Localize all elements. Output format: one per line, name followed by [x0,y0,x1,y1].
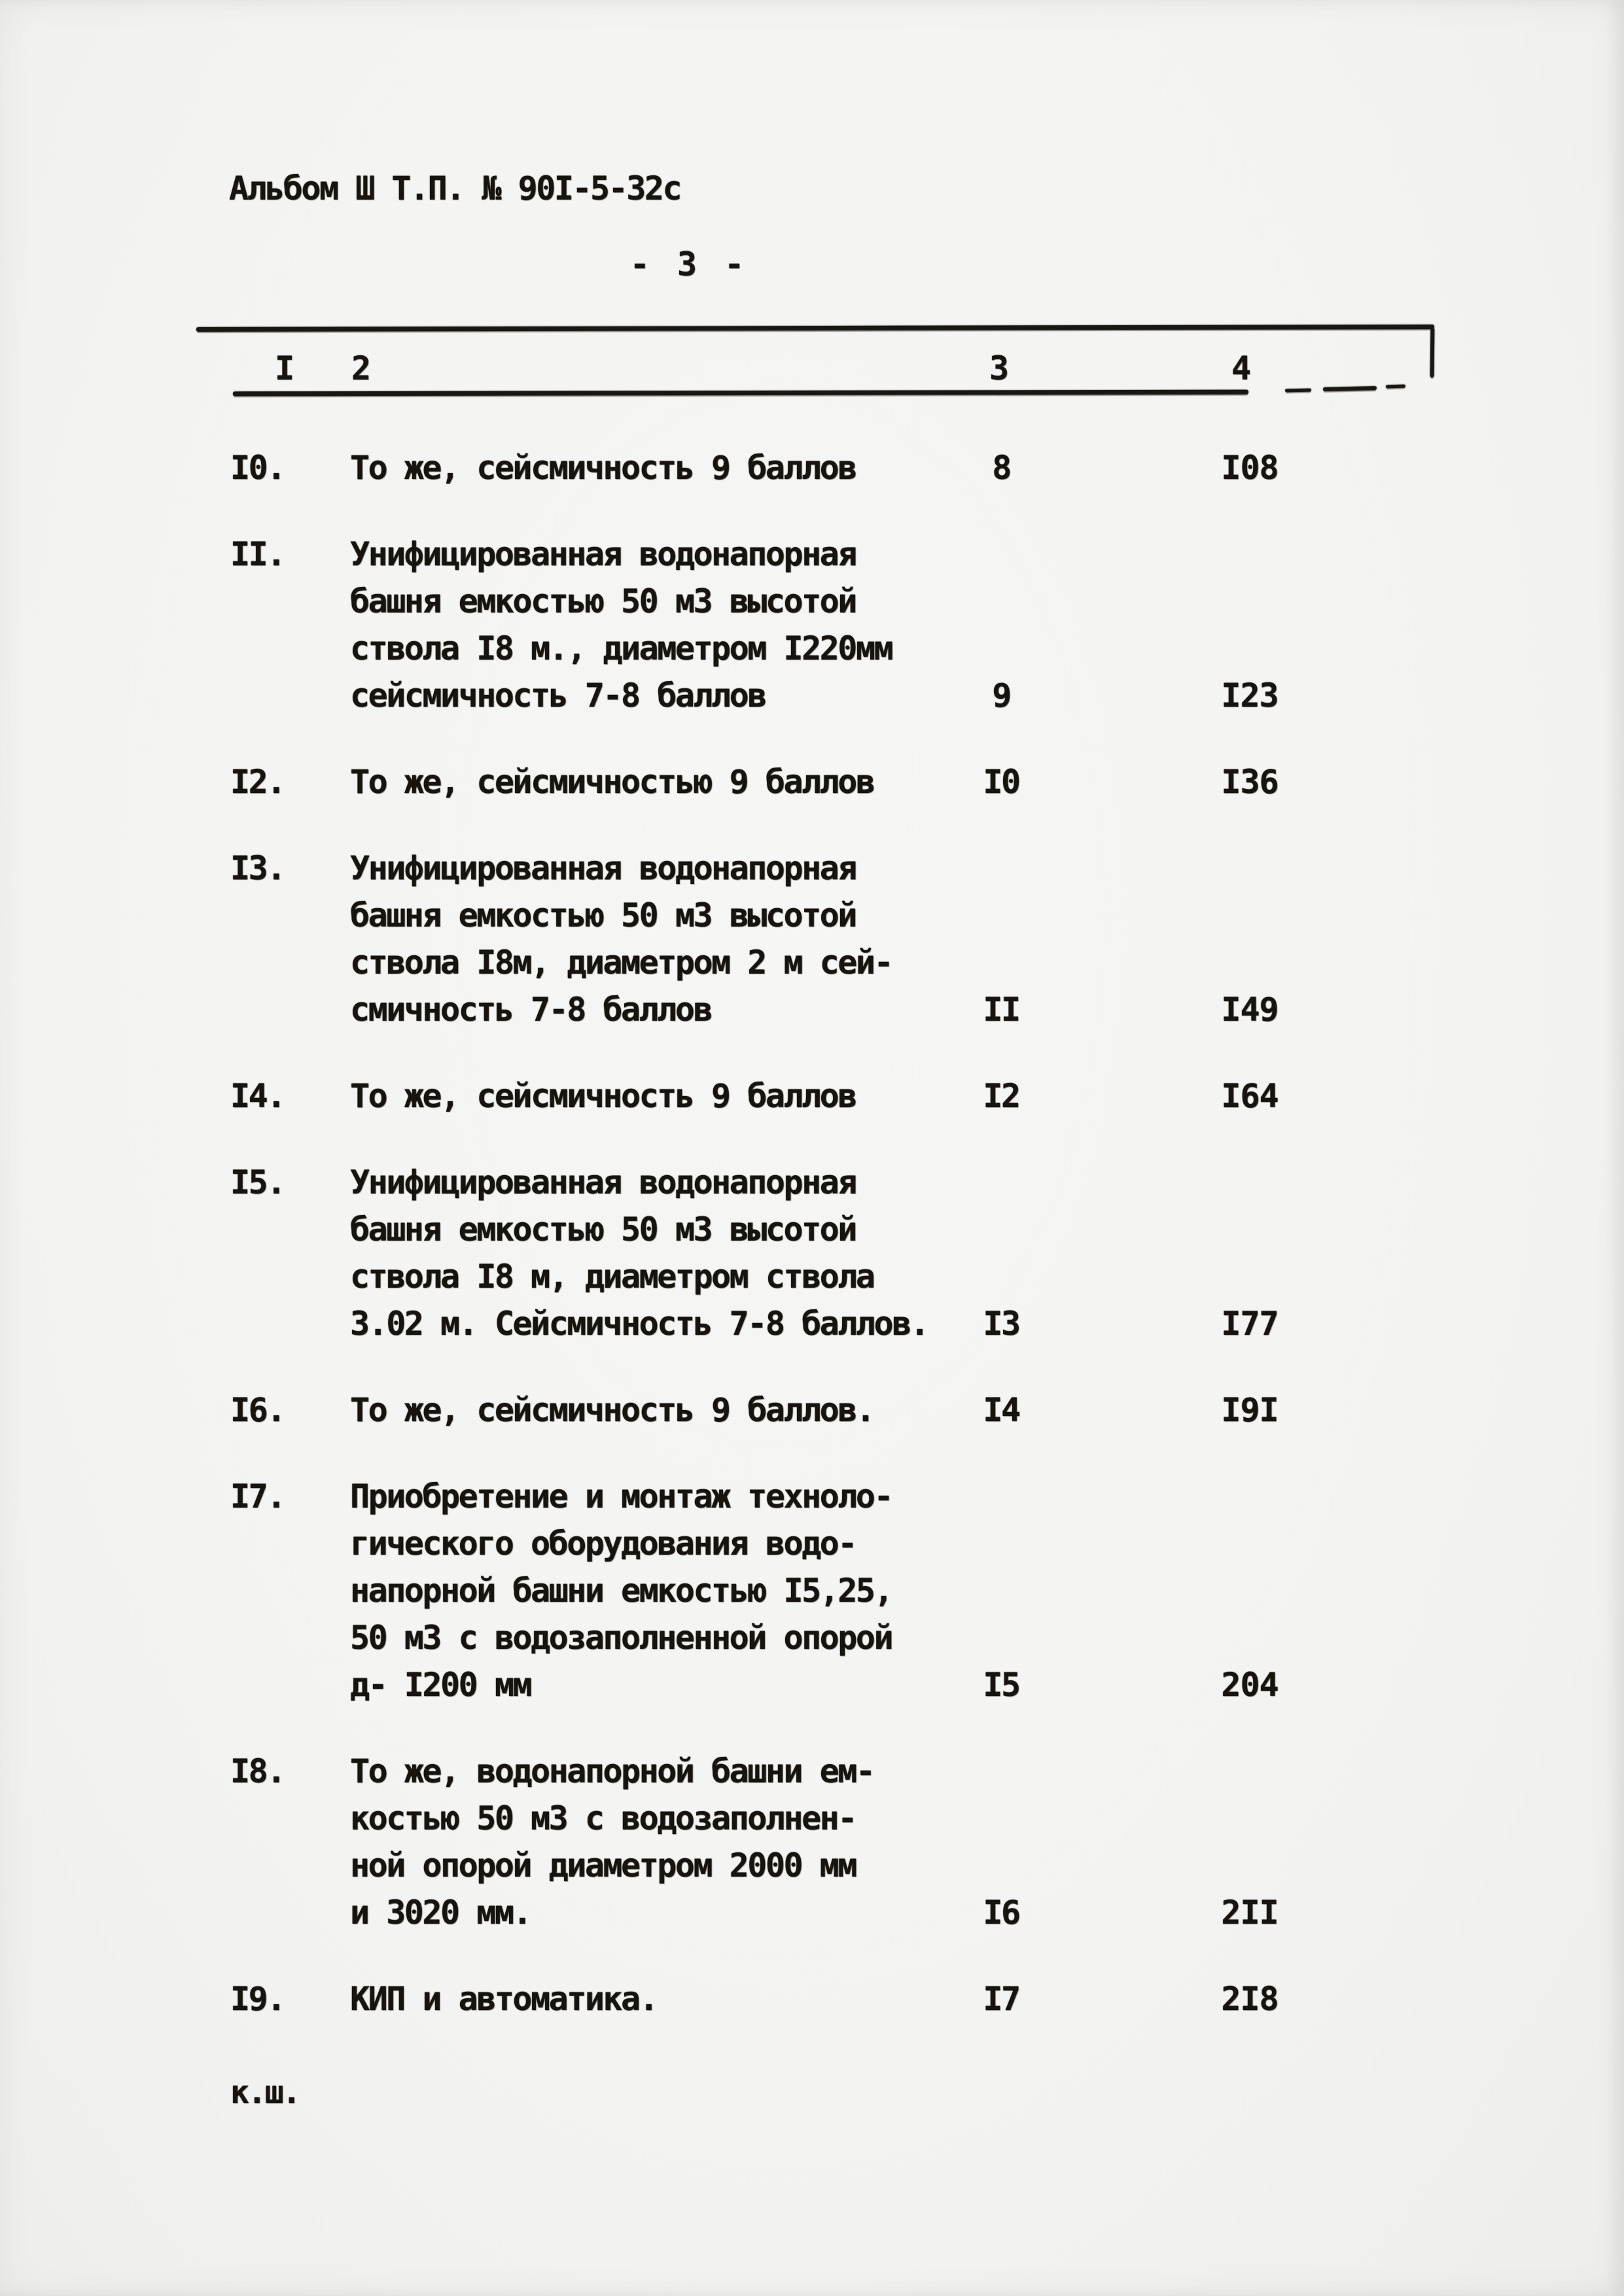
column-header-3: 3 [989,349,1008,387]
header-rule-dash [1285,389,1311,393]
description-line: ствола I8 м, диаметром ствола [350,1258,874,1296]
row-col3-value: I4 [983,1391,1019,1429]
row-item-number: I4. [230,1077,285,1115]
row-description [350,1473,942,1708]
row-item-number: I8. [230,1752,285,1790]
row-description [350,444,942,491]
description-line: гического оборудования водо- [350,1525,856,1563]
table-row [0,444,1624,491]
page-number: - 3 - [629,245,749,283]
description-line: башня емкостью 50 м3 высотой [350,896,856,934]
row-col3-value: 9 [992,677,1010,715]
description-line: напорной башни емкостью I5,25, [350,1572,892,1610]
description-line: Приобретение и монтаж техноло- [350,1477,892,1515]
row-description [350,1748,942,1936]
row-item-number: I6. [230,1391,285,1429]
column-header-4: 4 [1231,349,1250,387]
row-col3-value: I0 [983,763,1019,801]
table-row [0,1386,1624,1434]
description-line: башня емкостью 50 м3 высотой [350,582,856,620]
row-description [350,845,942,1033]
table-row [0,531,1624,719]
description-line: Унифицированная водонапорная [350,535,856,573]
description-line: ствола I8 м., диаметром I220мм [350,629,892,667]
row-col3-value: I6 [983,1894,1019,1932]
row-col4-value: I23 [1221,677,1279,715]
description-line: То же, сейсмичность 9 баллов. [350,1391,874,1429]
column-header-2: 2 [351,349,370,387]
row-col4-value: I36 [1221,763,1279,801]
row-col3-value: I5 [983,1666,1019,1704]
row-col3-value: I3 [983,1305,1019,1343]
row-description [350,1975,942,2022]
row-col4-value: 2II [1221,1894,1279,1932]
row-item-number: I9. [230,1980,285,2018]
description-line: башня емкостью 50 м3 высотой [350,1210,856,1248]
table-row [0,758,1624,805]
row-description [350,758,942,805]
row-item-number: I3. [230,849,285,887]
album-title: Альбом Ш Т.П. № 90I-5-32с [229,169,681,207]
table-top-rule [196,325,1434,332]
row-col4-value: I77 [1221,1305,1279,1343]
table-row [0,1748,1624,1936]
description-line: То же, сейсмичностью 9 баллов [350,763,874,801]
table-row [0,845,1624,1033]
table-row [0,1473,1624,1708]
row-col4-value: 204 [1221,1666,1279,1704]
table-header-rule [233,390,1248,397]
description-line: ной опорой диаметром 2000 мм [350,1846,856,1884]
row-description [350,1159,942,1347]
description-line: ствола I8м, диаметром 2 м сей- [350,944,892,981]
table-row [0,1159,1624,1347]
column-header-1: I [275,349,293,387]
row-col4-value: I49 [1221,991,1279,1029]
row-col4-value: I9I [1221,1391,1279,1429]
description-line: Унифицированная водонапорная [350,849,856,887]
description-line: Унифицированная водонапорная [350,1163,856,1201]
row-col3-value: I7 [983,1980,1019,2018]
description-line: сейсмичность 7-8 баллов [350,677,766,715]
description-line: 3.02 м. Сейсмичность 7-8 баллов. [350,1305,928,1343]
header-rule-dash [1323,386,1377,391]
description-line: 50 м3 с водозаполненной опорой [350,1619,892,1657]
description-line: смичность 7-8 баллов [350,991,712,1029]
row-item-number: II. [230,535,285,573]
row-item-number: I0. [230,449,285,487]
description-line: То же, сейсмичность 9 баллов [350,449,856,487]
description-line: костью 50 м3 с водозаполнен- [350,1799,856,1837]
table-top-rule-tick [1430,328,1435,378]
row-description [350,1072,942,1120]
table-body [0,444,1624,2062]
row-col4-value: I08 [1221,449,1279,487]
row-col3-value: II [983,991,1019,1029]
description-line: То же, сейсмичность 9 баллов [350,1077,856,1115]
table-row [0,1975,1624,2022]
description-line: д- I200 мм [350,1666,531,1704]
row-item-number: I5. [230,1163,285,1201]
row-description [350,531,942,719]
row-col4-value: I64 [1221,1077,1279,1115]
header-rule-dash [1386,385,1405,389]
description-line: и 3020 мм. [350,1894,531,1932]
row-col4-value: 2I8 [1221,1980,1279,2018]
row-col3-value: I2 [983,1077,1019,1115]
description-line: КИП и автоматика. [350,1980,658,2018]
footer-note: к.ш. [230,2074,300,2111]
row-item-number: I2. [230,763,285,801]
row-item-number: I7. [230,1477,285,1515]
row-col3-value: 8 [992,449,1010,487]
table-row [0,1072,1624,1120]
row-description [350,1386,942,1434]
description-line: То же, водонапорной башни ем- [350,1752,874,1790]
